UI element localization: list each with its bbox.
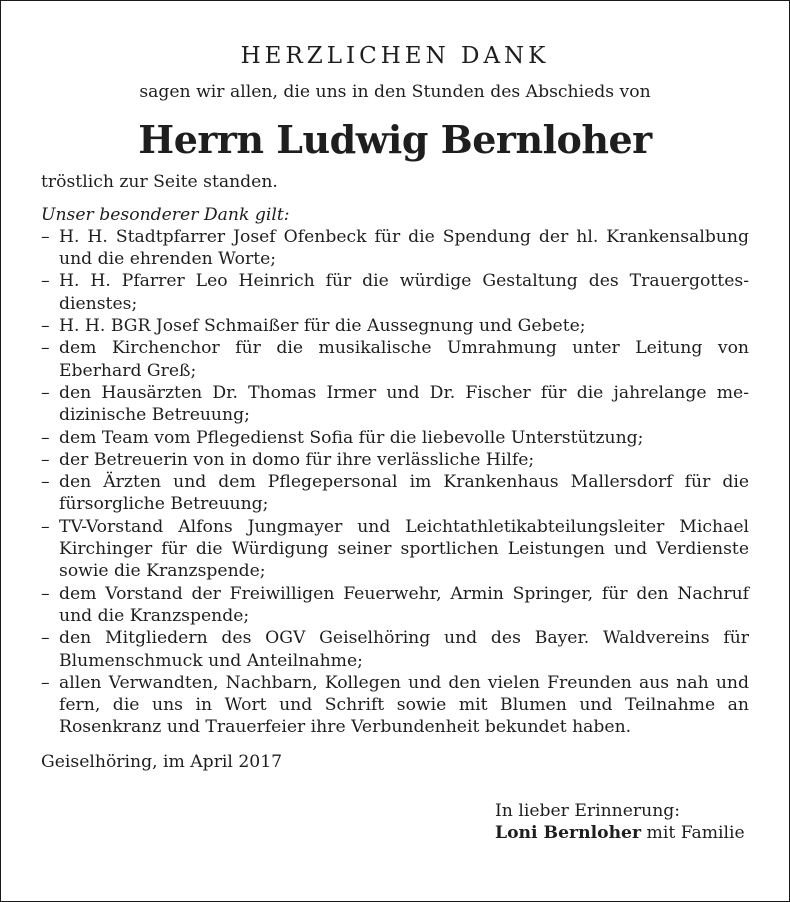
notice-heading: HERZLICHEN DANK: [240, 43, 550, 69]
list-dash: –: [41, 338, 50, 359]
signature-name: Loni Bernloher: [495, 823, 642, 844]
list-dash: –: [41, 672, 50, 693]
thanks-list-item: [41, 270, 749, 315]
list-dash: –: [41, 516, 50, 537]
list-dash: –: [41, 382, 50, 403]
list-dash: –: [41, 316, 50, 337]
thanks-list-item: [41, 427, 749, 449]
list-dash: –: [41, 449, 50, 470]
thanks-label: Unser besonderer Dank gilt:: [41, 204, 290, 225]
deceased-name: Herrn Ludwig Bernloher: [138, 117, 652, 163]
thanks-text: dem Kirchenchor für die musikalische Umrahmung unter Leitung von Eberhard Greß;: [59, 338, 749, 381]
thanks-list-item: [41, 315, 749, 337]
thanks-list-item: [41, 226, 749, 271]
thanks-list: [41, 226, 749, 739]
signature-closing: In lieber Erinnerung:: [495, 801, 681, 821]
thanks-text: den Ärzten und dem Pflegepersonal im Krankenhaus Mallersdorf für die fürsorgliche Betreuung;: [59, 472, 749, 515]
thanks-text: H. H. Pfarrer Leo Heinrich für die würdige Gestaltung des Trauergottesdienstes;: [59, 271, 749, 314]
list-dash: –: [41, 628, 50, 649]
thanks-text: H. H. Stadtpfarrer Josef Ofenbeck für die Spendung der hl. Krankensalbung und die ehrenden Worte;: [59, 226, 749, 270]
list-dash: –: [41, 226, 50, 247]
thanks-list-item: [41, 627, 749, 672]
thanks-text: TV-Vorstand Alfons Jungmayer und Leichtathletikabteilungsleiter Michael Kirchinger für die Würdigung seiner sportlichen Leistungen und Verdienste sowie die Kranzspende;: [59, 516, 749, 582]
thanks-text: den Mitgliedern des OGV Geiselhöring und des Bayer. Waldvereins für Blumenschmuck und Anteilnahme;: [59, 628, 749, 671]
thanks-list-item: [41, 471, 749, 516]
thanks-list-item: [41, 516, 749, 583]
notice-subheading: sagen wir allen, die uns in den Stunden des Abschieds von: [139, 82, 651, 102]
thanks-text: dem Vorstand der Freiwilligen Feuerwehr, Armin Springer, für den Nachruf und die Kranzspende;: [59, 583, 749, 626]
thanks-list-item: [41, 337, 749, 382]
thanks-text: den Hausärzten Dr. Thomas Irmer und Dr. Fischer für die jahrelange medizinische Betreuung;: [59, 382, 749, 426]
thanks-list-item: [41, 382, 749, 427]
thanks-text: der Betreuerin von in domo für ihre verlässliche Hilfe;: [59, 449, 535, 470]
place-date: Geiselhöring, im April 2017: [41, 751, 283, 772]
signature-block: [495, 800, 745, 845]
list-dash: –: [41, 271, 50, 292]
list-dash: –: [41, 427, 50, 448]
thanks-text: allen Verwandten, Nachbarn, Kollegen und den vielen Freunden aus nah und fern, die uns in Wort und Schrift sowie mit Blumen und Teilnahme an Rosenkranz und Trauerfeier ihre Verbundenheit bekundet haben.: [59, 672, 749, 738]
thanks-text: dem Team vom Pflegedienst Sofia für die liebevolle Unterstützung;: [59, 427, 644, 448]
list-dash: –: [41, 583, 50, 604]
thanks-list-item: [41, 672, 749, 739]
intro-text: tröstlich zur Seite standen.: [41, 172, 278, 193]
thanks-list-item: [41, 583, 749, 628]
list-dash: –: [41, 472, 50, 493]
signature-suffix: mit Familie: [641, 823, 745, 844]
thanks-list-item: [41, 449, 749, 471]
thanks-text: H. H. BGR Josef Schmaißer für die Aussegnung und Gebete;: [59, 316, 586, 337]
